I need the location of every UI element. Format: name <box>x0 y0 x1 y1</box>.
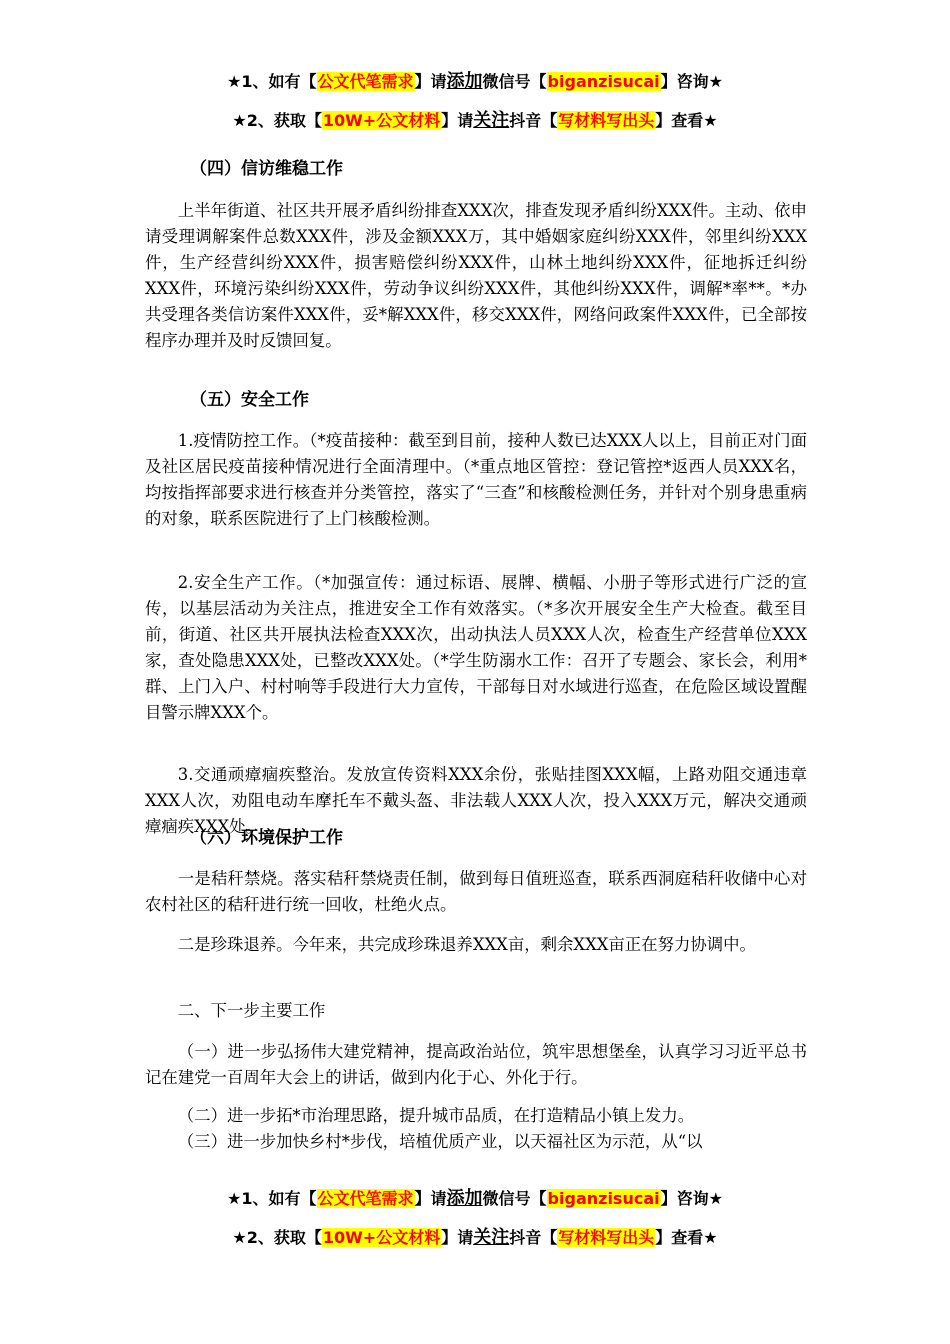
paragraph-s6-2: 二是珍珠退养。今年来，共完成珍珠退养XXX亩，剩余XXX亩正在努力协调中。 <box>177 935 756 954</box>
star-icon: ★ <box>708 72 723 91</box>
star-icon: ★ <box>232 111 247 130</box>
wechat-id: biganzisucai <box>547 72 660 91</box>
star-icon: ★ <box>227 1189 242 1208</box>
star-icon: ★ <box>703 111 718 130</box>
section-heading-6: （六）环境保护工作 <box>190 828 343 848</box>
underlined-text: 关注 <box>473 1227 510 1248</box>
paragraph-s5-2: 2.安全生产工作。（*加强宣传：通过标语、展牌、横幅、小册子等形式进行广泛的宣传，以基层活动为关注点，推进安全工作有效落实。（*多次开展安全生产大检查。截至目前，街道、社区共开展执法检查XXX次，出动执法人员XXX人次，检查生产经营单位XXX家，查处隐患XXX处，已整改XXX处。（*学生防溺水工作：召开了专题会、家长会，利用*群、上门入户、村村响等手段进行大力宣传，干部每日对水域进行巡查，在危险区域设置醒目警示牌XXX个。 <box>145 573 807 722</box>
douyin-id: 写材料写出头 <box>558 111 655 130</box>
star-icon: ★ <box>703 1228 718 1247</box>
underlined-text: 关注 <box>473 110 510 131</box>
promo-banner-top-line2: ★2、获取【10W+公文材料】请关注抖音【写材料写出头】查看★ <box>232 110 718 131</box>
star-icon: ★ <box>227 72 242 91</box>
underlined-text: 添加 <box>446 71 483 92</box>
star-icon: ★ <box>708 1189 723 1208</box>
highlight-text: 公文代笔需求 <box>317 1189 414 1208</box>
paragraph-next-3: （三）进一步加快乡村*步伐，培植优质产业，以天福社区为示范，从“以 <box>177 1132 703 1151</box>
wechat-id: biganzisucai <box>547 1189 660 1208</box>
section-heading-5: （五）安全工作 <box>190 390 309 410</box>
douyin-id: 写材料写出头 <box>558 1228 655 1247</box>
paragraph-s6-1: 一是秸秆禁烧。落实秸秆禁烧责任制，做到每日值班巡查，联系西洞庭秸秆收储中心对农村社区的秸秆进行统一回收，杜绝火点。 <box>145 869 807 914</box>
promo-banner-bottom-line1: ★1、如有【公文代笔需求】请添加微信号【biganzisucai】咨询★ <box>227 1188 723 1209</box>
highlight-text: 公文代笔需求 <box>317 72 414 91</box>
section-heading-4: （四）信访维稳工作 <box>190 159 343 179</box>
star-icon: ★ <box>232 1228 247 1247</box>
paragraph-s4-1: 上半年街道、社区共开展矛盾纠纷排查XXX次，排查发现矛盾纠纷XXX件。主动、依申请受理调解案件总数XXX件，涉及金额XXX万，其中婚姻家庭纠纷XXX件，邻里纠纷XXX件，生产经营纠纷XXX件，损害赔偿纠纷XXX件，山林土地纠纷XXX件，征地拆迁纠纷XXX件，环境污染纠纷XXX件，劳动争议纠纷XXX件，其他纠纷XXX件，调解*率**。*办共受理各类信访案件XXX件，妥*解XXX件，移交XXX件，网络问政案件XXX件，已全部按程序办理并及时反馈回复。 <box>145 201 807 350</box>
highlight-text: 10W+公文材料 <box>322 111 441 130</box>
paragraph-next-1: （一）进一步弘扬伟大建党精神，提高政治站位，筑牢思想堡垒，认真学习习近平总书记在建党一百周年大会上的讲话，做到内化于心、外化于行。 <box>145 1042 807 1087</box>
highlight-text: 10W+公文材料 <box>322 1228 441 1247</box>
next-steps-heading: 二、下一步主要工作 <box>177 1001 326 1020</box>
paragraph-s5-3: 3.交通顽瘴痼疾整治。发放宣传资料XXX余份，张贴挂图XXX幅，上路劝阻交通违章XXX人次，劝阻电动车摩托车不戴头盔、非法载人XXX人次，投入XXX万元，解决交通顽瘴痼疾XXX处。 <box>145 765 807 836</box>
underlined-text: 添加 <box>446 1188 483 1209</box>
paragraph-s5-1: 1.疫情防控工作。（*疫苗接种：截至到目前，接种人数已达XXX人以上，目前正对门面及社区居民疫苗接种情况进行全面清理中。（*重点地区管控：登记管控*返西人员XXX名，均按指挥部要求进行核查并分类管控，落实了“三查”和核酸检测任务，并针对个别身患重病的对象，联系医院进行了上门核酸检测。 <box>145 431 807 528</box>
promo-banner-bottom-line2: ★2、获取【10W+公文材料】请关注抖音【写材料写出头】查看★ <box>232 1227 718 1248</box>
promo-banner-top-line1: ★1、如有【公文代笔需求】请添加微信号【biganzisucai】咨询★ <box>227 71 723 92</box>
paragraph-next-2: （二）进一步拓*市治理思路，提升城市品质，在打造精品小镇上发力。 <box>177 1106 695 1125</box>
